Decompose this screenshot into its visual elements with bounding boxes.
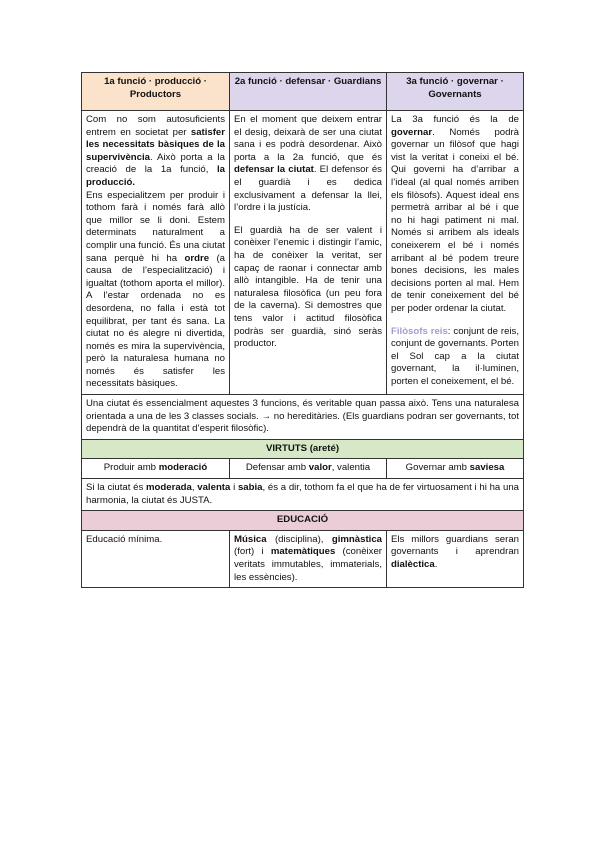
justa-cell xyxy=(82,479,524,511)
text-span: (fort) i xyxy=(234,546,271,558)
virtut-moderacio xyxy=(82,459,230,479)
text-span: Els millors guardians seran governants i aprendran xyxy=(391,533,519,558)
bold-span: defensar la ciutat xyxy=(234,164,314,176)
text-span: . Això porta a la creació de la 1a funció, xyxy=(86,151,225,176)
bold-span: moderació xyxy=(158,462,208,474)
virtut-saviesa xyxy=(387,459,524,479)
text-span: (a causa de l’especialització) i igualtat (tothom aporta el millor). A l’estar ordenada no es desordena, no falla i està tot equilibrat, per tant és sana. La ciutat no és alegre ni divertida, només es mira la supervivència, però la naturalesa humana no només és satisfer les necessitats bàsiques. xyxy=(86,252,225,390)
text-span: (conèixer veritats immutables, immaterials, les essències). xyxy=(234,546,382,583)
bold-span: dialèctica xyxy=(391,559,435,570)
bold-span: governar xyxy=(391,126,433,138)
guardian-paragraph: El guardià ha de ser valent i conèixer l’enemic i distingir l’amic, ha de conèixer la veritat, ser capaç de raonar i connectar amb allò intangible. Ha de tenir una naturalesa filosòfica (un peu fora de la caverna). Si demostres que tens valor i actitud filosòfica podràs ser guardià, sinó seràs productor. xyxy=(234,224,382,350)
educacio-productors: Educació mínima. xyxy=(82,530,230,587)
cell-productors-text xyxy=(82,111,230,395)
bold-span: moderada xyxy=(146,482,192,494)
philosophy-table xyxy=(81,72,524,588)
bold-span: valor xyxy=(308,462,332,474)
text-span: . xyxy=(434,559,438,570)
text-span: Governar amb xyxy=(405,462,470,474)
cell-governants-text xyxy=(387,111,524,395)
header-guardians: 2a funció · defensar · Guardians xyxy=(230,73,387,111)
bold-span: la producció. xyxy=(86,164,225,188)
text-span: i xyxy=(230,482,238,494)
educacio-title: EDUCACIÓ xyxy=(82,511,524,531)
bold-span: gimnàstica xyxy=(331,533,382,545)
virtut-valor xyxy=(230,459,387,479)
text-span: , xyxy=(191,482,198,494)
text-span: , és a dir, tothom fa el que ha de fer virtuosament i hi ha una harmonia, la ciutat és JUSTA. xyxy=(86,482,519,506)
educacio-guardians xyxy=(230,530,387,587)
text-span: Defensar amb xyxy=(245,462,309,474)
bold-span: matemàtiques xyxy=(270,546,336,558)
text-span: Ens especialitzem per produir i tothom farà i només farà allò que millor se li doni. Estem determinats naturalment a complir una funció. És una ciutat sana perquè hi ha xyxy=(86,189,225,264)
text-span: En el moment que deixem entrar el desig, deixarà de ser una ciutat sana i es podrà desordenar. Això porta a la 2a funció, que és xyxy=(234,114,382,163)
text-span: La 3a funció és la de xyxy=(391,114,519,125)
text-span: : conjunt de reis, conjunt de governants. Porten el Sol cap a la ciutat governant, la il·luminen, porten el coneixement, el bé. xyxy=(391,325,520,387)
bold-span: Música xyxy=(234,533,267,545)
bold-span: satisfer les necessitats bàsiques de la supervivència xyxy=(86,126,225,163)
text-span: . El defensor és el guardià i es dedica exclusivament a defensar la llei, l’ordre i la justícia. xyxy=(234,164,382,214)
bold-span: ordre xyxy=(184,252,210,264)
bold-span: saviesa xyxy=(469,462,505,474)
text-span: (disciplina), xyxy=(266,533,332,545)
header-productors: 1a funció · producció · Productors xyxy=(82,73,230,111)
bold-span: sabia xyxy=(237,482,263,494)
filosofs-reis-term: Filòsofs reis xyxy=(391,325,448,337)
cell-guardians-text xyxy=(230,111,387,395)
text-span: , valentia xyxy=(331,462,371,474)
educacio-governants xyxy=(387,530,524,587)
text-span: . Només podrà governar un filòsof que hagi vist la veritat i coneixi el bé. Qui governi ha d’arribar a l’ideal (al qual només arriben els filòsofs). Aquest ideal ens permetrà arribar al bé i que no hi hagi patiment ni mal. Només si arribem als ideals coneixerem el bé i només arribant al bé podem treure bones decisions, les males decisions porten al mal. Hem de tenir coneixement del bé per poder ordenar la ciutat. xyxy=(391,126,519,314)
virtuts-title: VIRTUTS (areté) xyxy=(82,439,524,459)
text-span: Produir amb xyxy=(103,462,159,474)
bold-span: valenta xyxy=(197,482,231,494)
text-span: Si la ciutat és xyxy=(86,482,146,494)
text-span: Com no som autosuficients entrem en societat per xyxy=(86,114,225,138)
summary-cell: Una ciutat és essencialment aquestes 3 funcions, és veritable quan passa això. Tens una naturalesa orientada a una de les 3 classes socials. → no hereditàries. (Els guardians podran ser governants, tot dependrà de la quantitat d’esperit filosòfic). xyxy=(82,395,524,440)
header-governants: 3a funció · governar · Governants xyxy=(387,73,524,111)
